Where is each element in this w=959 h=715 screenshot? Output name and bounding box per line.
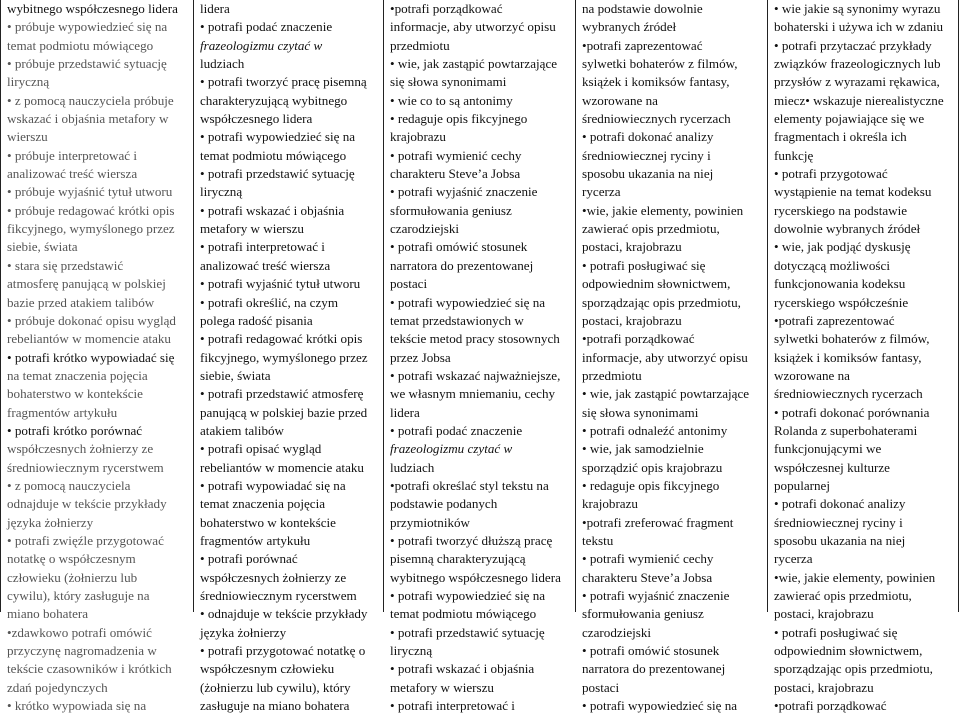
text-line: •potrafi zaprezentować <box>774 312 895 328</box>
text-line: • próbuje wyjaśnić tytuł utworu <box>7 184 173 200</box>
text-line: • wie, jak samodzielnie <box>582 441 704 457</box>
text-line: • potrafi przedstawić atmosferę <box>200 386 364 402</box>
text-line: przysłów z wyrazami rękawica, <box>774 74 940 90</box>
text-line: miecz• wskazuje nierealistyczne <box>774 92 944 108</box>
table-column-3 <box>384 0 576 714</box>
text-line: bohaterstwo w kontekście <box>200 514 336 530</box>
text-line: sylwetki bohaterów z filmów, <box>582 56 738 72</box>
text-line: bohaterstwo w kontekście <box>7 386 143 402</box>
text-line: • potrafi wypowiedzieć się na <box>390 588 546 603</box>
text-line: ludziach <box>390 459 435 475</box>
text-line: średniowiecznej ryciny i <box>774 514 903 530</box>
text-line: wybitnego współczesnego lidera <box>390 569 561 585</box>
text-line: odpowiednim słownictwem, <box>774 643 923 659</box>
text-line: zawierać opis przedmiotu, <box>774 588 912 603</box>
text-line: na podstawie dowolnie <box>582 1 703 16</box>
text-line: rebeliantów w momencie ataku <box>200 459 364 475</box>
text-line: tekście metod pracy stosownych <box>390 331 560 347</box>
text-line: sporządzając opis przedmiotu, <box>774 661 933 677</box>
text-line: •potrafi porządkować <box>774 698 887 714</box>
text-line: notatkę o współczesnym <box>7 551 136 567</box>
text-line: wybitnego współczesnego lidera <box>7 1 178 16</box>
text-line: • potrafi przygotować <box>774 166 888 182</box>
text-line: informacje, aby utworzyć opisu <box>582 349 748 365</box>
text-line: odnajduje w tekście przykłady <box>7 496 167 512</box>
text-line: temat znaczenia pojęcia <box>200 496 326 512</box>
text-line: średniowiecznych rycerzach <box>774 386 923 402</box>
text-line: dotyczącą możliwości <box>774 257 890 273</box>
text-line: średniowiecznym rycerstwem <box>200 588 357 603</box>
text-line: współczesnym człowieku <box>200 661 335 677</box>
text-line: sposobu ukazania na niej <box>582 166 714 182</box>
text-line: języka żołnierzy <box>200 624 287 640</box>
text-line: narratora do prezentowanej <box>582 661 726 677</box>
text-line: • potrafi wyjaśnić tytuł utworu <box>200 276 361 292</box>
text-line: • potrafi tworzyć pracę pisemną <box>200 74 367 90</box>
text-line: •wie, jakie elementy, powinien <box>774 569 936 585</box>
text-line: postaci, krajobrazu <box>582 312 682 328</box>
text-line: charakteru Steve’a Jobsa <box>390 166 521 182</box>
text-line: temat przedstawionych w <box>390 312 524 328</box>
text-line: wierszu <box>7 129 48 145</box>
text-line: sporządzając opis przedmiotu, <box>582 294 741 310</box>
text-line: • potrafi podać znaczenie <box>200 19 333 35</box>
text-line: wybranych źródeł <box>582 19 677 35</box>
text-line: lidera <box>200 1 230 16</box>
text-line: • próbuje wypowiedzieć się na <box>7 19 168 35</box>
text-line: • potrafi wskazać najważniejsze, <box>390 367 561 383</box>
table-column-4 <box>576 0 768 714</box>
text-line: • potrafi przytaczać przykłady <box>774 37 932 53</box>
text-line: pisemną charakteryzującą <box>390 551 526 567</box>
text-line: panującą w polskiej bazie przed <box>200 404 368 420</box>
text-line: • potrafi przedstawić sytuację <box>390 624 545 640</box>
text-line: na temat znaczenia pojęcia <box>7 367 148 383</box>
text-line: przez Jobsa <box>390 349 451 365</box>
text-line: • potrafi zwięźle przygotować <box>7 532 164 548</box>
text-line: • potrafi wypowiedzieć się na <box>200 129 356 145</box>
text-line: • potrafi wymienić cechy <box>582 551 714 567</box>
text-line: • potrafi podać znaczenie <box>390 422 523 438</box>
text-line: • potrafi wypowiedzieć się na <box>390 294 546 310</box>
text-line: frazeologizmu czytać w <box>390 441 513 457</box>
text-line: człowieku (żołnierzu lub <box>7 569 138 585</box>
text-line: współczesnego lidera <box>200 111 313 127</box>
text-line: zasługuje na miano bohatera <box>200 698 350 714</box>
text-line: • potrafi interpretować i <box>200 239 325 255</box>
text-line: książek i komiksów fantasy, <box>774 349 922 365</box>
text-line: • odnajduje w tekście przykłady <box>200 606 368 622</box>
text-line: • krótko wypowiada się na <box>7 698 147 714</box>
text-line: siebie, świata <box>200 367 271 383</box>
text-line: metafory w wierszu <box>390 679 494 695</box>
text-line: miano bohatera <box>7 606 89 622</box>
text-line: Rolanda z superbohaterami <box>774 422 918 438</box>
text-line: atmosferę panującą w polskiej <box>7 276 166 292</box>
text-line: krajobrazu <box>390 129 446 145</box>
text-line: siebie, świata <box>7 239 78 255</box>
text-line: popularnej <box>774 477 830 493</box>
text-line: średniowiecznym rycerstwem <box>7 459 164 475</box>
text-line: wystąpienie na temat kodeksu <box>774 184 932 200</box>
text-line: współczesnych żołnierzy ze <box>7 441 154 457</box>
text-line: • próbuje interpretować i <box>7 147 138 163</box>
text-line: charakteryzującą wybitnego <box>200 92 348 108</box>
text-line: liryczną <box>200 184 243 200</box>
text-line: rebeliantów w momencie ataku <box>7 331 171 347</box>
text-line: sformułowania geniusz <box>390 202 512 218</box>
text-line: sporządzić opis krajobrazu <box>582 459 723 475</box>
text-line: • wie, jak podjąć dyskusję <box>774 239 911 255</box>
text-line: • wie co to są antonimy <box>390 92 513 108</box>
text-line: wskazać i objaśnia metafory w <box>7 111 169 127</box>
text-line: •potrafi zaprezentować <box>582 37 703 53</box>
text-line: postaci, krajobrazu <box>582 239 682 255</box>
text-line: fragmentach i określa ich <box>774 129 907 145</box>
text-line: się słowa synonimami <box>582 404 699 420</box>
text-line: • potrafi wypowiedzieć się na <box>582 698 738 714</box>
text-line: • potrafi dokonać analizy <box>774 496 906 512</box>
text-line: sposobu ukazania na niej <box>774 532 906 548</box>
text-line: • z pomocą nauczyciela <box>7 477 131 493</box>
text-line: •wie, jakie elementy, powinien <box>582 202 744 218</box>
text-line: • wie, jak zastąpić powtarzające <box>390 56 558 72</box>
text-line: przedmiotu <box>390 37 450 53</box>
table-column-1 <box>1 0 194 714</box>
text-line: • potrafi wyjaśnić znaczenie <box>582 588 730 603</box>
text-line: • potrafi porównać <box>200 551 298 567</box>
text-line: • potrafi dokonać analizy <box>582 129 714 145</box>
text-line: postaci <box>390 276 428 292</box>
text-line: polega radość pisania <box>200 312 313 328</box>
text-line: fikcyjnego, wymyślonego przez <box>7 221 175 237</box>
text-line: zawierać opis przedmiotu, <box>582 221 720 237</box>
text-line: sylwetki bohaterów z filmów, <box>774 331 930 347</box>
text-line: • potrafi przygotować notatkę o <box>200 643 366 659</box>
text-line: tekstu <box>582 532 614 548</box>
text-line: czarodziejski <box>582 624 652 640</box>
text-line: liryczną <box>390 643 433 659</box>
text-line: • potrafi krótko wypowiadać się <box>7 349 175 365</box>
text-line: fragmentów artykułu <box>200 532 311 548</box>
table-column-2 <box>194 0 384 714</box>
text-line: • redaguje opis fikcyjnego <box>582 477 720 493</box>
text-line: • potrafi określić, na czym <box>200 294 339 310</box>
text-line: bazie przed atakiem talibów <box>7 294 155 310</box>
text-line: charakteru Steve’a Jobsa <box>582 569 713 585</box>
text-line: postaci, krajobrazu <box>774 679 874 695</box>
text-line: metafory w wierszu <box>200 221 304 237</box>
text-line: • próbuje redagować krótki opis <box>7 202 175 218</box>
text-line: liryczną <box>7 74 50 90</box>
text-line: sformułowania geniusz <box>582 606 704 622</box>
text-line: • potrafi krótko porównać <box>7 422 143 438</box>
text-line: przymiotników <box>390 514 471 530</box>
text-line: analizować treść wiersza <box>200 257 331 273</box>
text-line: odpowiednim słownictwem, <box>582 276 731 292</box>
text-line: •zdawkowo potrafi omówić <box>7 624 152 640</box>
text-line: atakiem talibów <box>200 422 284 438</box>
text-line: •potrafi określać styl tekstu na <box>390 477 549 493</box>
text-line: • wie jakie są synonimy wyrazu <box>774 1 941 16</box>
text-line: • potrafi posługiwać się <box>774 624 898 640</box>
text-line: funkcjonowania kodeksu <box>774 276 906 292</box>
text-line: zdań pojedynczych <box>7 679 108 695</box>
text-line: • potrafi wskazać i objaśnia <box>390 661 535 677</box>
text-line: podstawie podanych <box>390 496 498 512</box>
text-line: fikcyjnego, wymyślonego przez <box>200 349 368 365</box>
text-line: • potrafi wyjaśnić znaczenie <box>390 184 538 200</box>
text-line: • wie, jak zastąpić powtarzające <box>582 386 750 402</box>
text-line: przedmiotu <box>582 367 642 383</box>
text-line: • potrafi wypowiadać się na <box>200 477 346 493</box>
text-line: związków frazeologicznych lub <box>774 56 941 72</box>
text-line: czarodziejski <box>390 221 460 237</box>
text-line: • potrafi odnaleźć antonimy <box>582 422 728 438</box>
text-line: tekście czasowników i krótkich <box>7 661 172 677</box>
text-line: • potrafi przedstawić sytuację <box>200 166 355 182</box>
text-line: temat podmiotu mówiącego <box>7 37 154 53</box>
text-line: bohaterski i używa ich w zdaniu <box>774 19 944 35</box>
text-line: cywilu), który zasługuje na <box>7 588 150 603</box>
text-line: rycerskiego na podstawie <box>774 202 908 218</box>
text-line: rycerskiego współcześnie <box>774 294 909 310</box>
text-line: (żołnierzu lub cywilu), który <box>200 679 351 695</box>
text-line: • próbuje przedstawić sytuację <box>7 56 167 72</box>
text-line: • potrafi posługiwać się <box>582 257 706 273</box>
text-line: postaci, krajobrazu <box>774 606 874 622</box>
text-line: • potrafi interpretować i <box>390 698 515 714</box>
text-line: książek i komiksów fantasy, <box>582 74 730 90</box>
text-line: lidera <box>390 404 420 420</box>
text-line: wzorowane na <box>774 367 850 383</box>
text-line: ludziach <box>200 56 245 72</box>
text-line: • stara się przedstawić <box>7 257 124 273</box>
text-line: średniowiecznych rycerzach <box>582 111 731 127</box>
text-line: •potrafi porządkować <box>582 331 695 347</box>
text-line: średniowiecznej ryciny i <box>582 147 711 163</box>
text-line: wzorowane na <box>582 92 658 108</box>
text-line: temat podmiotu mówiącego <box>390 606 537 622</box>
text-line: • z pomocą nauczyciela próbuje <box>7 92 174 108</box>
text-line: narratora do prezentowanej <box>390 257 534 273</box>
text-line: języka żołnierzy <box>7 514 94 530</box>
text-line: fragmentów artykułu <box>7 404 118 420</box>
text-line: postaci <box>582 679 620 695</box>
text-line: we własnym mniemaniu, cechy <box>390 386 556 402</box>
table-column-5 <box>768 0 958 714</box>
text-line: rycerza <box>774 551 813 567</box>
text-line: • potrafi opisać wygląd <box>200 441 322 457</box>
text-line: • potrafi omówić stosunek <box>390 239 528 255</box>
text-line: funkcjonującymi we <box>774 441 882 457</box>
text-line: krajobrazu <box>582 496 638 512</box>
text-line: •potrafi porządkować <box>390 1 503 16</box>
text-line: przyczynę nagromadzenia w <box>7 643 157 659</box>
text-line: • potrafi dokonać porównania <box>774 404 930 420</box>
text-line: elementy pojawiające się we <box>774 111 925 127</box>
text-line: współczesnych żołnierzy ze <box>200 569 347 585</box>
text-line: • potrafi wymienić cechy <box>390 147 522 163</box>
text-line: analizować treść wiersza <box>7 166 138 182</box>
text-line: funkcję <box>774 147 814 163</box>
text-line: • redaguje opis fikcyjnego <box>390 111 528 127</box>
text-line: rycerza <box>582 184 621 200</box>
text-line: • próbuje dokonać opisu wygląd <box>7 312 176 328</box>
text-line: dowolnie wybranych źródeł <box>774 221 921 237</box>
text-line: frazeologizmu czytać w <box>200 37 323 53</box>
text-line: • potrafi redagować krótki opis <box>200 331 363 347</box>
text-line: współczesnej kulturze <box>774 459 890 475</box>
text-line: • potrafi tworzyć dłuższą pracę <box>390 532 553 548</box>
text-line: się słowa synonimami <box>390 74 507 90</box>
text-line: • potrafi wskazać i objaśnia <box>200 202 345 218</box>
text-line: • potrafi omówić stosunek <box>582 643 720 659</box>
text-line: •potrafi zreferować fragment <box>582 514 734 530</box>
text-line: temat podmiotu mówiącego <box>200 147 347 163</box>
text-line: informacje, aby utworzyć opisu <box>390 19 556 35</box>
